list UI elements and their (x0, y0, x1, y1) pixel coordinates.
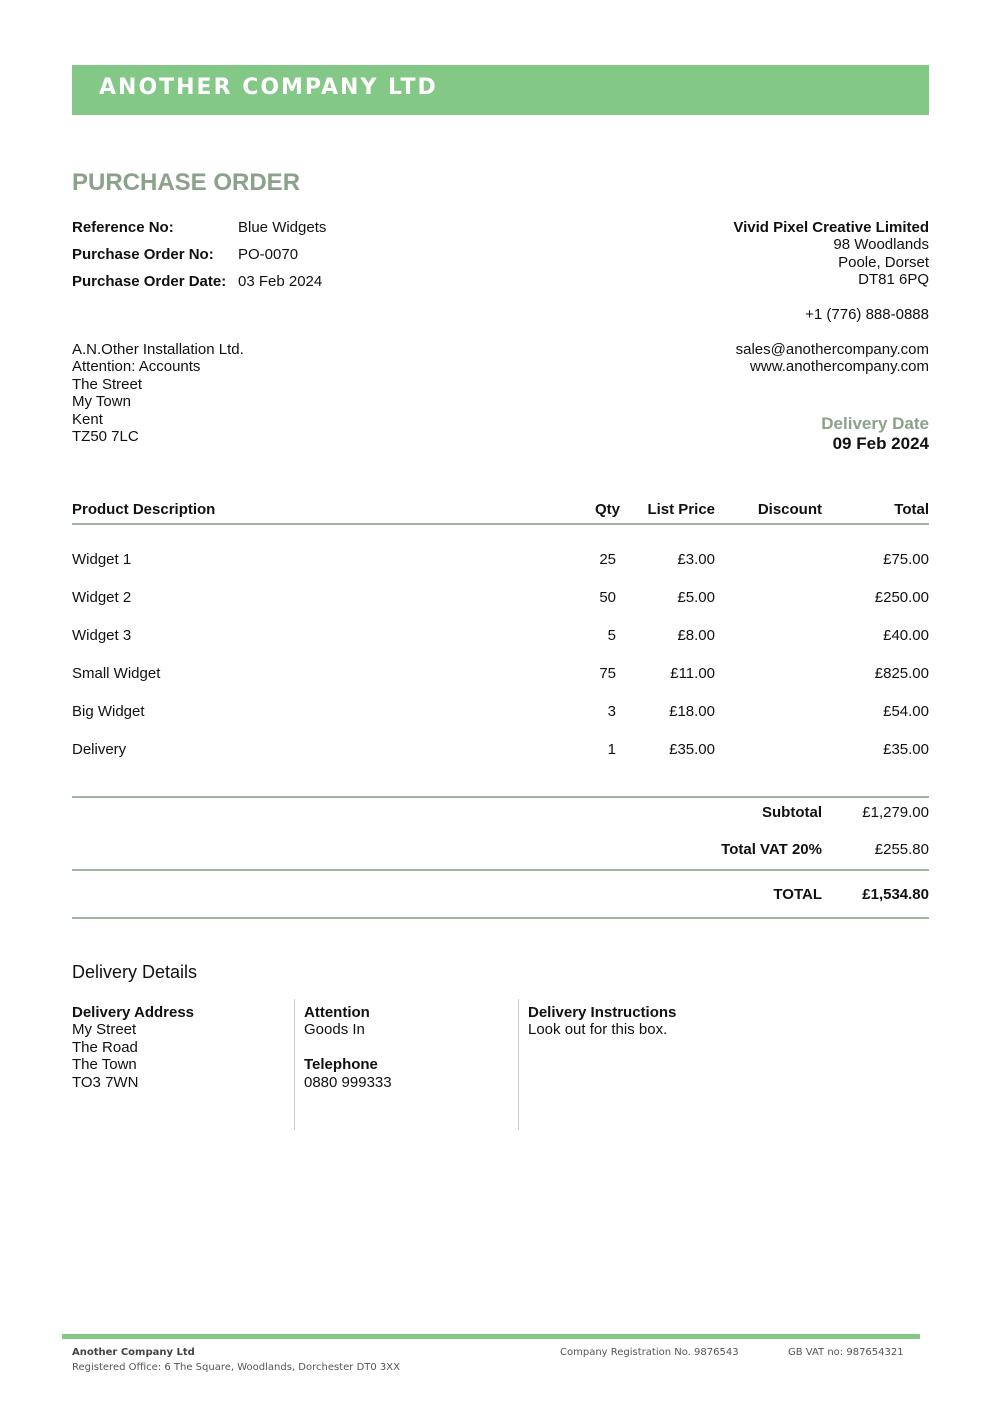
po-date-label: Purchase Order Date: (72, 273, 227, 290)
grand-total-value: £1,534.80 (862, 886, 929, 903)
delivery-date-label: Delivery Date (821, 414, 929, 433)
delivery-instructions-value: Look out for this box. (528, 1021, 668, 1039)
recipient-line: Attention: Accounts (72, 358, 201, 376)
item-qty: 3 (607, 703, 616, 720)
col-header-list-price: List Price (647, 501, 715, 518)
item-total: £40.00 (883, 627, 929, 644)
item-qty: 1 (607, 741, 616, 758)
delivery-address-line: The Road (72, 1038, 138, 1056)
item-total: £54.00 (883, 703, 929, 720)
subtotal-value: £1,279.00 (862, 804, 929, 821)
item-total: £250.00 (874, 589, 929, 606)
item-total: £35.00 (883, 741, 929, 758)
recipient-line: My Town (72, 393, 131, 411)
totals-divider (72, 869, 929, 871)
item-total: £75.00 (883, 551, 929, 568)
item-qty: 5 (607, 627, 616, 644)
po-number-label: Purchase Order No: (72, 246, 214, 263)
po-date-value: 03 Feb 2024 (238, 273, 323, 290)
subtotal-label: Subtotal (762, 804, 822, 821)
item-list-price: £18.00 (669, 703, 715, 720)
company-logo-text: ANOTHER COMPANY LTD (99, 75, 438, 100)
supplier-contact-block (736, 341, 929, 376)
delivery-address-line: My Street (72, 1021, 137, 1039)
item-description: Widget 3 (72, 627, 132, 644)
supplier-address-line: 98 Woodlands (833, 236, 929, 254)
col-header-total: Total (894, 501, 929, 518)
vat-value: £255.80 (874, 841, 929, 858)
item-list-price: £3.00 (677, 551, 715, 568)
delivery-instructions-block (528, 1004, 676, 1039)
document-title: PURCHASE ORDER (72, 169, 301, 196)
reference-value: Blue Widgets (238, 219, 327, 236)
recipient-line: Kent (72, 410, 103, 428)
spacer (304, 1039, 392, 1056)
col-header-discount: Discount (757, 501, 822, 518)
item-list-price: £5.00 (677, 589, 715, 606)
item-description: Widget 1 (72, 551, 132, 568)
table-header-divider (72, 523, 929, 525)
delivery-address-block (72, 1004, 194, 1091)
recipient-line: The Street (72, 375, 143, 393)
supplier-email: sales@anothercompany.com (735, 341, 929, 358)
supplier-phone: +1 (776) 888-0888 (805, 306, 929, 323)
item-qty: 50 (599, 589, 616, 606)
recipient-address-block (72, 341, 244, 445)
item-total: £825.00 (874, 665, 929, 682)
company-banner (72, 65, 929, 115)
footer-registration-number: Company Registration No. 9876543 (560, 1347, 739, 1358)
item-description: Delivery (72, 741, 127, 758)
recipient-line: A.N.Other Installation Ltd. (72, 341, 244, 358)
table-body-divider (72, 796, 929, 798)
item-description: Small Widget (72, 665, 161, 682)
supplier-address-block (733, 219, 929, 289)
delivery-instructions-label: Delivery Instructions (528, 1004, 677, 1021)
po-number-value: PO-0070 (238, 246, 299, 263)
item-description: Big Widget (72, 703, 145, 720)
delivery-address-line: The Town (72, 1056, 137, 1074)
delivery-date-value: 09 Feb 2024 (832, 434, 929, 453)
supplier-website: www.anothercompany.com (750, 358, 929, 376)
telephone-value: 0880 999333 (304, 1073, 392, 1091)
col-header-qty: Qty (594, 501, 620, 518)
supplier-address-line: Poole, Dorset (838, 253, 929, 271)
telephone-label: Telephone (304, 1056, 378, 1074)
supplier-address-line: DT81 6PQ (858, 271, 929, 289)
reference-label: Reference No: (72, 219, 174, 236)
col-header-description: Product Description (72, 501, 216, 518)
vat-label: Total VAT 20% (721, 841, 822, 858)
item-list-price: £8.00 (677, 627, 715, 644)
reference-row (72, 219, 326, 236)
footer-accent-bar (62, 1334, 920, 1339)
item-list-price: £11.00 (670, 665, 715, 682)
delivery-address-line: TO3 7WN (72, 1073, 139, 1091)
item-list-price: £35.00 (669, 741, 715, 758)
attention-block (304, 1004, 392, 1091)
footer-company-name: Another Company Ltd (72, 1347, 195, 1358)
delivery-details-title: Delivery Details (72, 962, 198, 982)
column-divider (518, 999, 519, 1130)
recipient-line: TZ50 7LC (72, 428, 139, 446)
attention-value: Goods In (304, 1021, 365, 1039)
po-number-row (72, 246, 298, 263)
po-date-row (72, 273, 322, 290)
delivery-address-label: Delivery Address (72, 1004, 195, 1021)
supplier-name: Vivid Pixel Creative Limited (733, 219, 929, 236)
item-description: Widget 2 (72, 589, 132, 606)
item-qty: 75 (599, 665, 616, 682)
item-qty: 25 (599, 551, 616, 568)
column-divider (294, 999, 295, 1130)
attention-label: Attention (304, 1004, 370, 1021)
footer-registered-office: Registered Office: 6 The Square, Woodlands, Dorchester DT0 3XX (72, 1362, 400, 1373)
grand-total-label: TOTAL (773, 886, 822, 903)
footer-vat-number: GB VAT no: 987654321 (788, 1347, 904, 1358)
totals-bottom-divider (72, 917, 929, 919)
